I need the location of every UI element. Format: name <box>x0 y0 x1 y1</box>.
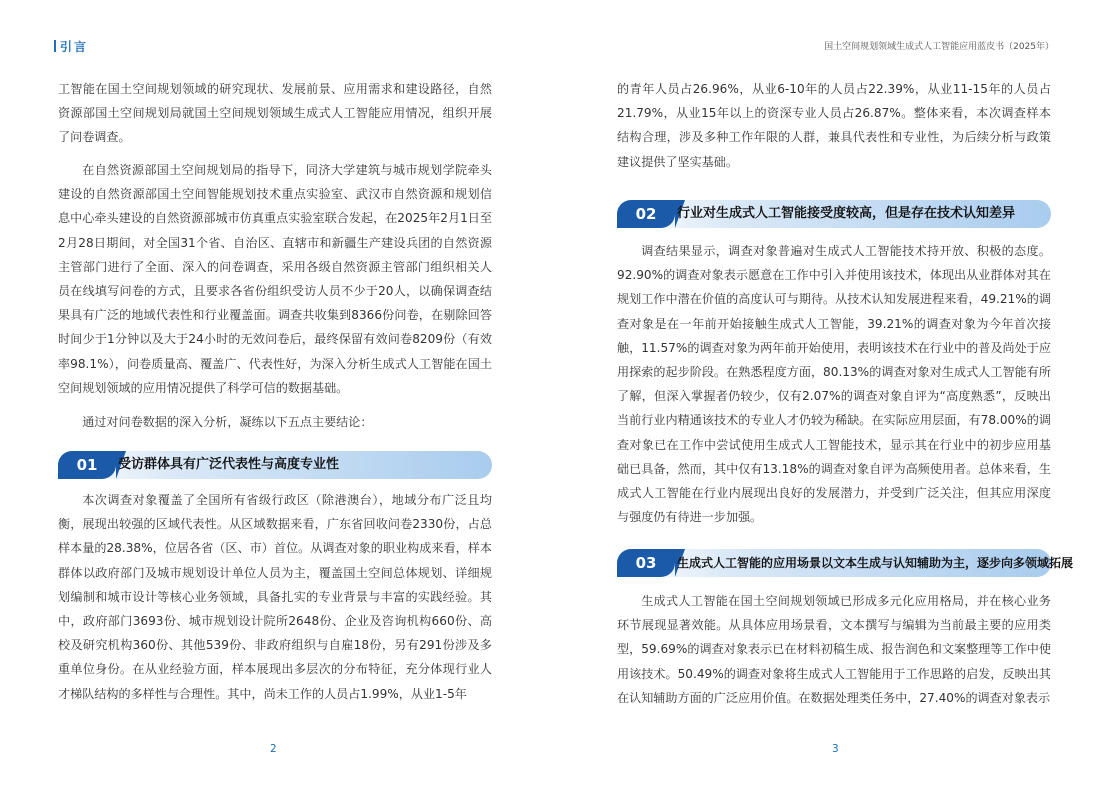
right-page <box>555 0 1109 788</box>
section-number-badge: 03 <box>617 549 675 577</box>
section-number-badge: 01 <box>58 451 116 479</box>
section-mark-text: 引言 <box>60 40 89 54</box>
right-paragraph-2: 调查结果显示，调查对象普遍对生成式人工智能技术持开放、积极的态度。92.90%的调查对象表示愿意在工作中引入并使用该技术，体现出从业群体对其在规划工作中潜在价值的高度认可与期待。从技术认知发展进程来看，49.21%的调查对象是在一年前开始接触生成式人工智能，39.21%的调查对象为今年首次接触，11.57%的调查对象为两年前开始使用，表明该技术在行业中的普及尚处于应用探索的起步阶段。在熟悉程度方面，80.13%的调查对象对生成式人工智能有所了解，但深入掌握者仍较少，仅有2.07%的调查对象自评为“高度熟悉”，反映出当前行业内精通该技术的专业人才仍较为稀缺。在实际应用层面，有78.00%的调查对象已在工作中尝试使用生成式人工智能技术，显示其在行业中的初步应用基础已具备，然而，其中仅有13.18%的调查对象自评为高频使用者。总体来看，生成式人工智能在行业内展现出良好的发展潜力，并受到广泛关注，但其应用深度与强度仍有待进一步加强。 <box>617 244 1051 525</box>
left-paragraph-4: 本次调查对象覆盖了全国所有省级行政区（除港澳台），地域分布广泛且均衡，展现出较强的区域代表性。从区域数据来看，广东省回收问卷2330份，占总样本量的28.38%，位居各省（区、市）首位。从调查对象的职业构成来看，样本群体以政府部门及城市规划设计单位人员为主，覆盖国土空间总体规划、详细规划编制和城市设计等核心业务领域，具备扎实的专业背景与丰富的实践经验。其中，政府部门3693份、城市规划设计院所2648份、企业及咨询机构660份、高校及研究机构360份、其他539份、非政府组织与自雇18份，另有291份涉及多重单位身份。在从业经验方面，样本展现出多层次的分布特征，充分体现行业人才梯队结构的多样性与合理性。其中，尚未工作的人员占1.99%，从业1-5年 <box>58 493 492 701</box>
section-mark <box>54 39 88 55</box>
section-mark-bar <box>54 40 56 52</box>
left-page <box>0 0 554 788</box>
section-number-badge: 02 <box>617 200 675 228</box>
page-number-left: 2 <box>270 743 277 755</box>
left-paragraph-2: 在自然资源部国土空间规划局的指导下，同济大学建筑与城市规划学院牵头建设的自然资源部国土空间智能规划技术重点实验室、武汉市自然资源和规划信息中心牵头建设的自然资源部城市仿真重点实验室联合发起，在2025年2月1日至2月28日期间，对全国31个省、自治区、直辖市和新疆生产建设兵团的自然资源主管部门进行了全面、深入的问卷调查，采用各级自然资源主管部门组织相关人员在线填写问卷的方式，且要求各省份组织受访人员不少于20人，以确保调查结果具有广泛的地域代表性和行业覆盖面。调查共收集到8366份问卷，在剔除回答时间少于1分钟以及大于24小时的无效问卷后，最终保留有效问卷8209份（有效率98.1%），问卷质量高、覆盖广、代表性好，为深入分析生成式人工智能在国土空间规划领域的应用情况提供了科学可信的数据基础。 <box>58 163 492 395</box>
left-paragraph-1: 工智能在国土空间规划领域的研究现状、发展前景、应用需求和建设路径，自然资源部国土空间规划局就国土空间规划领域生成式人工智能应用情况，组织开展了问卷调查。 <box>58 82 492 145</box>
left-paragraph-3: 通过对问卷数据的深入分析，凝练以下五点主要结论： <box>82 415 373 429</box>
section-heading-03 <box>617 549 1074 577</box>
section-heading-title: 行业对生成式人工智能接受度较高，但是存在技术认知差异 <box>677 206 1016 221</box>
right-paragraph-1: 的青年人员占26.96%，从业6-10年的人员占22.39%，从业11-15年的人员占21.79%，从业15年以上的资深专业人员占26.87%。整体来看，本次调查样本结构合理，涉及多种工作年限的人群，兼具代表性和专业性，为后续分析与政策建议提供了坚实基础。 <box>617 82 1051 169</box>
section-heading-title: 受访群体具有广泛代表性与高度专业性 <box>118 457 340 472</box>
section-heading-title: 生成式人工智能的应用场景以文本生成与认知辅助为主，逐步向多领域拓展 <box>677 556 1074 570</box>
right-paragraph-3: 生成式人工智能在国土空间规划领域已形成多元化应用格局，并在核心业务环节展现显著效能。从具体应用场景看，文本撰写与编辑为当前最主要的应用类型，59.69%的调查对象表示已在材料初稿生成、报告润色和文案整理等工作中使用该技术。50.49%的调查对象将生成式人工智能用于工作思路的启发，反映出其在认知辅助方面的广泛应用价值。在数据处理类任务中，27.40%的调查对象表示 <box>617 594 1051 705</box>
section-heading-01 <box>58 451 492 479</box>
running-header: 国土空间规划领域生成式人工智能应用蓝皮书（2025年） <box>824 42 1054 52</box>
page-number-right: 3 <box>832 743 839 755</box>
section-heading-02 <box>617 200 1051 228</box>
